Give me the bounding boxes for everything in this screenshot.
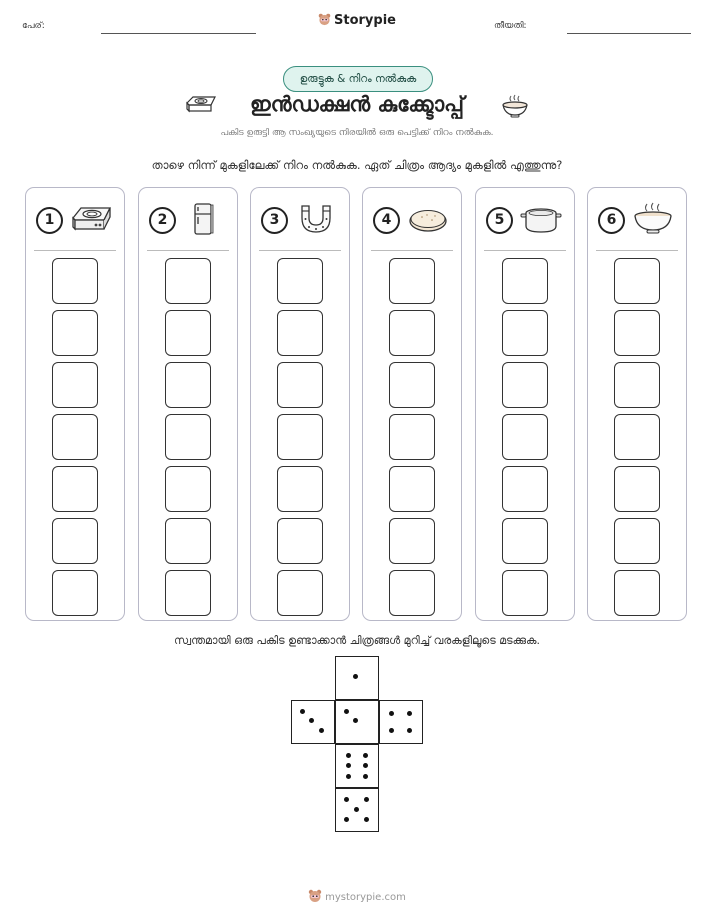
- color-box[interactable]: [165, 362, 211, 408]
- column-2: [138, 187, 238, 621]
- column-divider: [371, 250, 453, 251]
- column-4: [362, 187, 462, 621]
- bear-logo-icon: [318, 13, 331, 26]
- column-divider: [147, 250, 229, 251]
- die-pip: [353, 718, 358, 723]
- column-number: 2: [149, 207, 176, 234]
- color-box[interactable]: [277, 518, 323, 564]
- color-box[interactable]: [52, 310, 98, 356]
- color-box[interactable]: [389, 362, 435, 408]
- color-box[interactable]: [277, 362, 323, 408]
- column-divider: [484, 250, 566, 251]
- die-pip: [309, 718, 314, 723]
- die-face-1: [335, 656, 379, 700]
- color-box[interactable]: [52, 570, 98, 616]
- date-label: തീയതി:: [494, 21, 527, 31]
- column-1: [25, 187, 125, 621]
- flatbread-icon: [407, 202, 449, 236]
- column-5: [475, 187, 575, 621]
- color-box[interactable]: [389, 570, 435, 616]
- column-3: [250, 187, 350, 621]
- die-pip: [363, 763, 368, 768]
- color-box[interactable]: [52, 414, 98, 460]
- brand-name: Storypie: [334, 13, 396, 28]
- die-pip: [407, 728, 412, 733]
- page-title: ഇൻഡക്ഷൻ കുക്ക്ടോപ്പ്: [250, 92, 464, 116]
- footer-url[interactable]: mystorypie.com: [325, 892, 406, 903]
- die-pip: [363, 774, 368, 779]
- instruction-die-cutout: സ്വന്തമായി ഒരു പകിട ഉണ്ടാക്കാൻ ചിത്രങ്ങൾ മുറിച്ച് വരകളിലൂടെ മടക്കുക.: [174, 634, 540, 647]
- column-divider: [259, 250, 341, 251]
- activity-badge: ഉരുട്ടുക & നിറം നൽകുക: [283, 66, 433, 92]
- color-box[interactable]: [52, 466, 98, 512]
- die-face-2: [335, 700, 379, 744]
- color-box[interactable]: [389, 518, 435, 564]
- die-pip: [364, 817, 369, 822]
- color-box[interactable]: [614, 570, 660, 616]
- color-box[interactable]: [277, 570, 323, 616]
- name-label: പേര്:: [22, 21, 45, 31]
- die-pip: [389, 711, 394, 716]
- color-box[interactable]: [502, 570, 548, 616]
- color-box[interactable]: [389, 414, 435, 460]
- die-pip: [344, 709, 349, 714]
- brand-logo: [0, 13, 714, 28]
- color-box[interactable]: [165, 570, 211, 616]
- die-pip: [363, 753, 368, 758]
- die-pip: [346, 753, 351, 758]
- color-box[interactable]: [502, 518, 548, 564]
- color-box[interactable]: [389, 466, 435, 512]
- die-pip: [300, 709, 305, 714]
- refrigerator-icon: [183, 202, 225, 236]
- color-box[interactable]: [165, 414, 211, 460]
- horseshoe-magnet-icon: [295, 202, 337, 236]
- die-pip: [407, 711, 412, 716]
- cooking-pot-icon: [520, 202, 562, 236]
- color-box[interactable]: [165, 466, 211, 512]
- bear-logo-icon: [308, 889, 322, 903]
- subtitle: പകിട ഉരുട്ടി ആ സംഖ്യയുടെ നിരയിൽ ഒരു പെട്ടിക്ക് നിറം നൽകുക.: [220, 128, 494, 138]
- color-box[interactable]: [614, 414, 660, 460]
- color-box[interactable]: [502, 310, 548, 356]
- die-pip: [344, 797, 349, 802]
- soup-bowl-icon: [632, 202, 674, 236]
- date-line[interactable]: [567, 33, 691, 34]
- die-pip: [346, 774, 351, 779]
- soup-bowl-title-icon: [500, 93, 530, 119]
- color-box[interactable]: [277, 258, 323, 304]
- column-divider: [34, 250, 116, 251]
- die-pip: [344, 817, 349, 822]
- color-box[interactable]: [52, 258, 98, 304]
- name-line[interactable]: [101, 33, 256, 34]
- die-face-4: [379, 700, 423, 744]
- die-pip: [319, 728, 324, 733]
- die-face-6: [335, 744, 379, 788]
- column-number: 1: [36, 207, 63, 234]
- color-box[interactable]: [502, 362, 548, 408]
- color-box[interactable]: [614, 258, 660, 304]
- die-face-3: [291, 700, 335, 744]
- color-box[interactable]: [614, 518, 660, 564]
- color-box[interactable]: [165, 258, 211, 304]
- column-number: 3: [261, 207, 288, 234]
- column-number: 6: [598, 207, 625, 234]
- die-pip: [389, 728, 394, 733]
- column-divider: [596, 250, 678, 251]
- color-box[interactable]: [502, 466, 548, 512]
- color-box[interactable]: [165, 518, 211, 564]
- column-number: 5: [486, 207, 513, 234]
- color-box[interactable]: [52, 518, 98, 564]
- color-box[interactable]: [277, 414, 323, 460]
- die-pip: [364, 797, 369, 802]
- color-box[interactable]: [614, 362, 660, 408]
- die-pip: [353, 674, 358, 679]
- color-box[interactable]: [389, 258, 435, 304]
- induction-cooktop-icon: [70, 202, 112, 236]
- footer: [0, 889, 714, 903]
- color-box[interactable]: [502, 258, 548, 304]
- color-box[interactable]: [389, 310, 435, 356]
- die-pip: [346, 763, 351, 768]
- color-box[interactable]: [277, 310, 323, 356]
- color-box[interactable]: [52, 362, 98, 408]
- instruction-text: താഴെ നിന്ന് മുകളിലേക്ക് നിറം നൽകുക. ഏത് ചിത്രം ആദ്യം മുകളിൽ എത്തുന്നു?: [151, 158, 563, 172]
- color-box[interactable]: [614, 310, 660, 356]
- color-box[interactable]: [502, 414, 548, 460]
- color-box[interactable]: [165, 310, 211, 356]
- die-pip: [354, 807, 359, 812]
- column-number: 4: [373, 207, 400, 234]
- color-box[interactable]: [277, 466, 323, 512]
- color-box[interactable]: [614, 466, 660, 512]
- die-face-5: [335, 788, 379, 832]
- column-6: [587, 187, 687, 621]
